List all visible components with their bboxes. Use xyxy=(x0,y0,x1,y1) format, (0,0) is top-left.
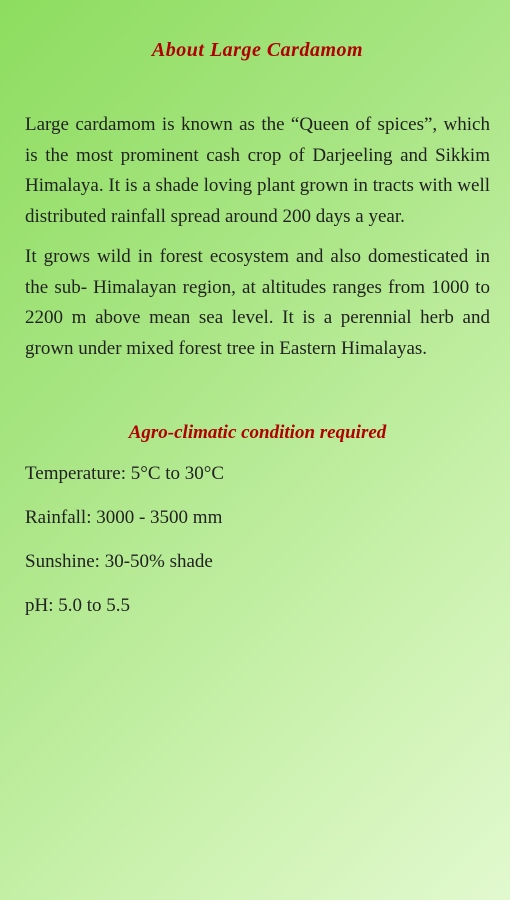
condition-sunshine: Sunshine: 30-50% shade xyxy=(25,551,213,572)
agro-climatic-title: Agro-climatic condition required xyxy=(128,422,387,443)
about-paragraph-2: It grows wild in forest ecosystem and also domesticated in the sub- Himalayan region, at altitudes ranges from 1000 to 2200 m above mean sea level. It is a perennial herb and grown under mixed forest tree in Eastern Himalayas. xyxy=(25,246,490,359)
page-title: About Large Cardamom xyxy=(151,39,364,61)
about-paragraph-1: Large cardamom is known as the “Queen of spices”, which is the most prominent cash crop of Darjeeling and Sikkim Himalaya. It is a shade loving plant grown in tracts with well distributed rainfall spread around 200 days a year. xyxy=(25,114,490,227)
condition-temperature: Temperature: 5°C to 30°C xyxy=(25,463,225,484)
condition-rainfall: Rainfall: 3000 - 3500 mm xyxy=(25,507,223,528)
condition-ph: pH: 5.0 to 5.5 xyxy=(25,595,131,616)
condition-list xyxy=(25,460,490,620)
